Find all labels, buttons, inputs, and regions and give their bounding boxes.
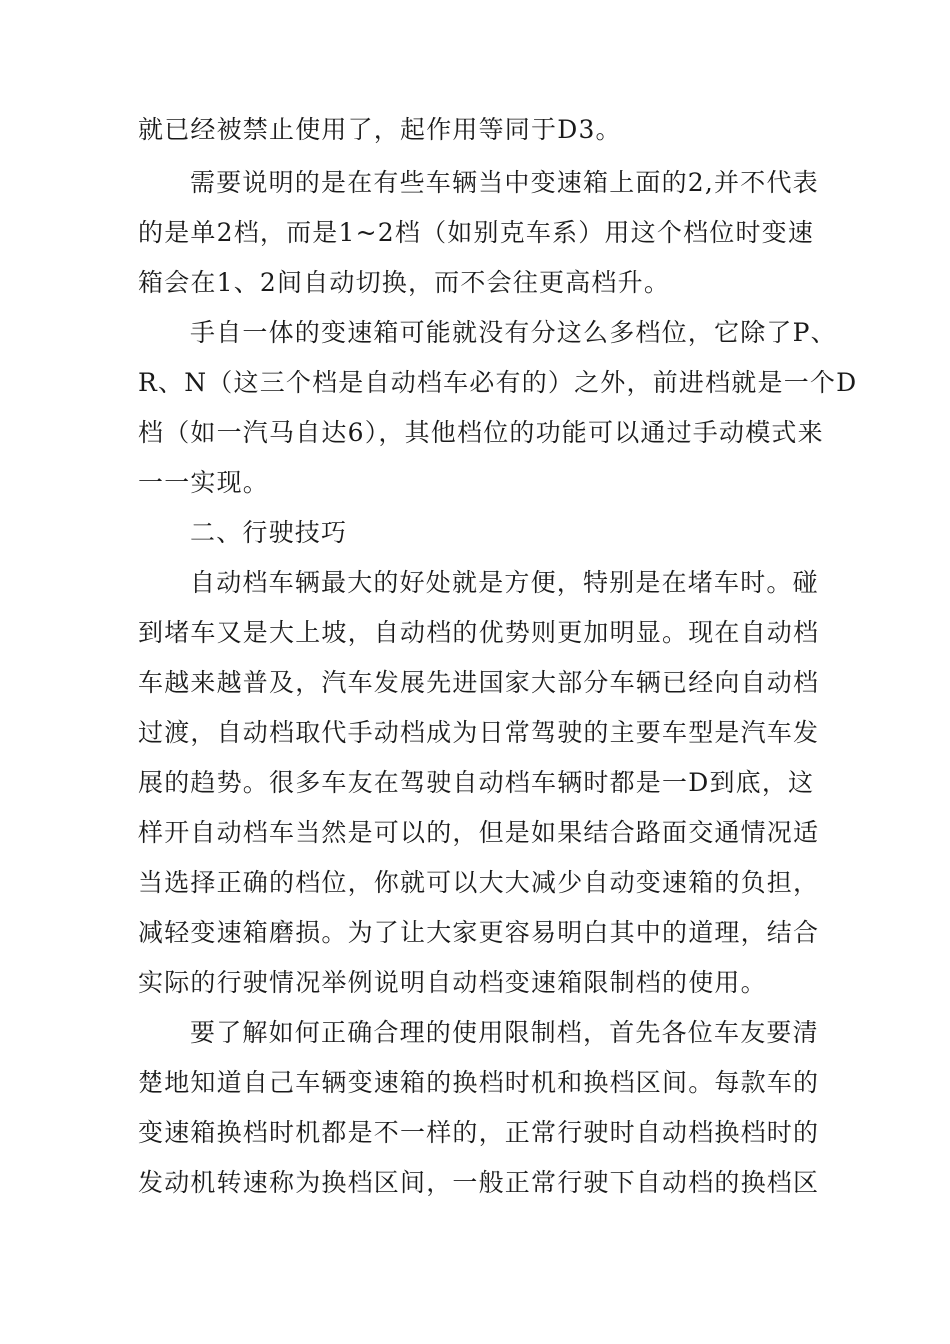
- paragraph-start-line: 需要说明的是在有些车辆当中变速箱上面的2,并不代表: [190, 168, 819, 197]
- paragraph-start-line: 要了解如何正确合理的使用限制档，首先各位车友要清: [190, 1018, 819, 1047]
- text-line: 发动机转速称为换档区间，一般正常行驶下自动档的换档区: [138, 1168, 820, 1197]
- text-line: 的是单2档，而是1~2档（如别克车系）用这个档位时变速: [138, 218, 815, 247]
- text-line: 箱会在1、2间自动切换，而不会往更高档升。: [138, 268, 671, 297]
- text-line: 车越来越普及，汽车发展先进国家大部分车辆已经向自动档: [138, 668, 820, 697]
- text-line: 样开自动档车当然是可以的，但是如果结合路面交通情况适: [138, 818, 820, 847]
- text-line: 一一实现。: [138, 468, 270, 497]
- paragraph-start-line: 自动档车辆最大的好处就是方便，特别是在堵车时。碰: [190, 568, 819, 597]
- text-line: 当选择正确的档位，你就可以大大减少自动变速箱的负担，: [138, 868, 820, 897]
- text-line: 档（如一汽马自达6），其他档位的功能可以通过手动模式来: [138, 418, 824, 447]
- section-heading: 二、行驶技巧: [190, 518, 348, 547]
- text-line: 实际的行驶情况举例说明自动档变速箱限制档的使用。: [138, 968, 767, 997]
- text-line: 变速箱换档时机都是不一样的，正常行驶时自动档换档时的: [138, 1118, 820, 1147]
- text-line: 展的趋势。很多车友在驾驶自动档车辆时都是一D到底，这: [138, 768, 815, 797]
- text-line: 过渡，自动档取代手动档成为日常驾驶的主要车型是汽车发: [138, 718, 820, 747]
- text-line: 就已经被禁止使用了，起作用等同于D3。: [138, 115, 622, 144]
- text-line: 减轻变速箱磨损。为了让大家更容易明白其中的道理，结合: [138, 918, 820, 947]
- text-line: 楚地知道自己车辆变速箱的换档时机和换档区间。每款车的: [138, 1068, 820, 1097]
- text-line: 到堵车又是大上坡，自动档的优势则更加明显。现在自动档: [138, 618, 820, 647]
- paragraph-start-line: 手自一体的变速箱可能就没有分这么多档位，它除了P、: [190, 318, 837, 347]
- text-line: R、N（这三个档是自动档车必有的）之外，前进档就是一个D: [138, 368, 858, 397]
